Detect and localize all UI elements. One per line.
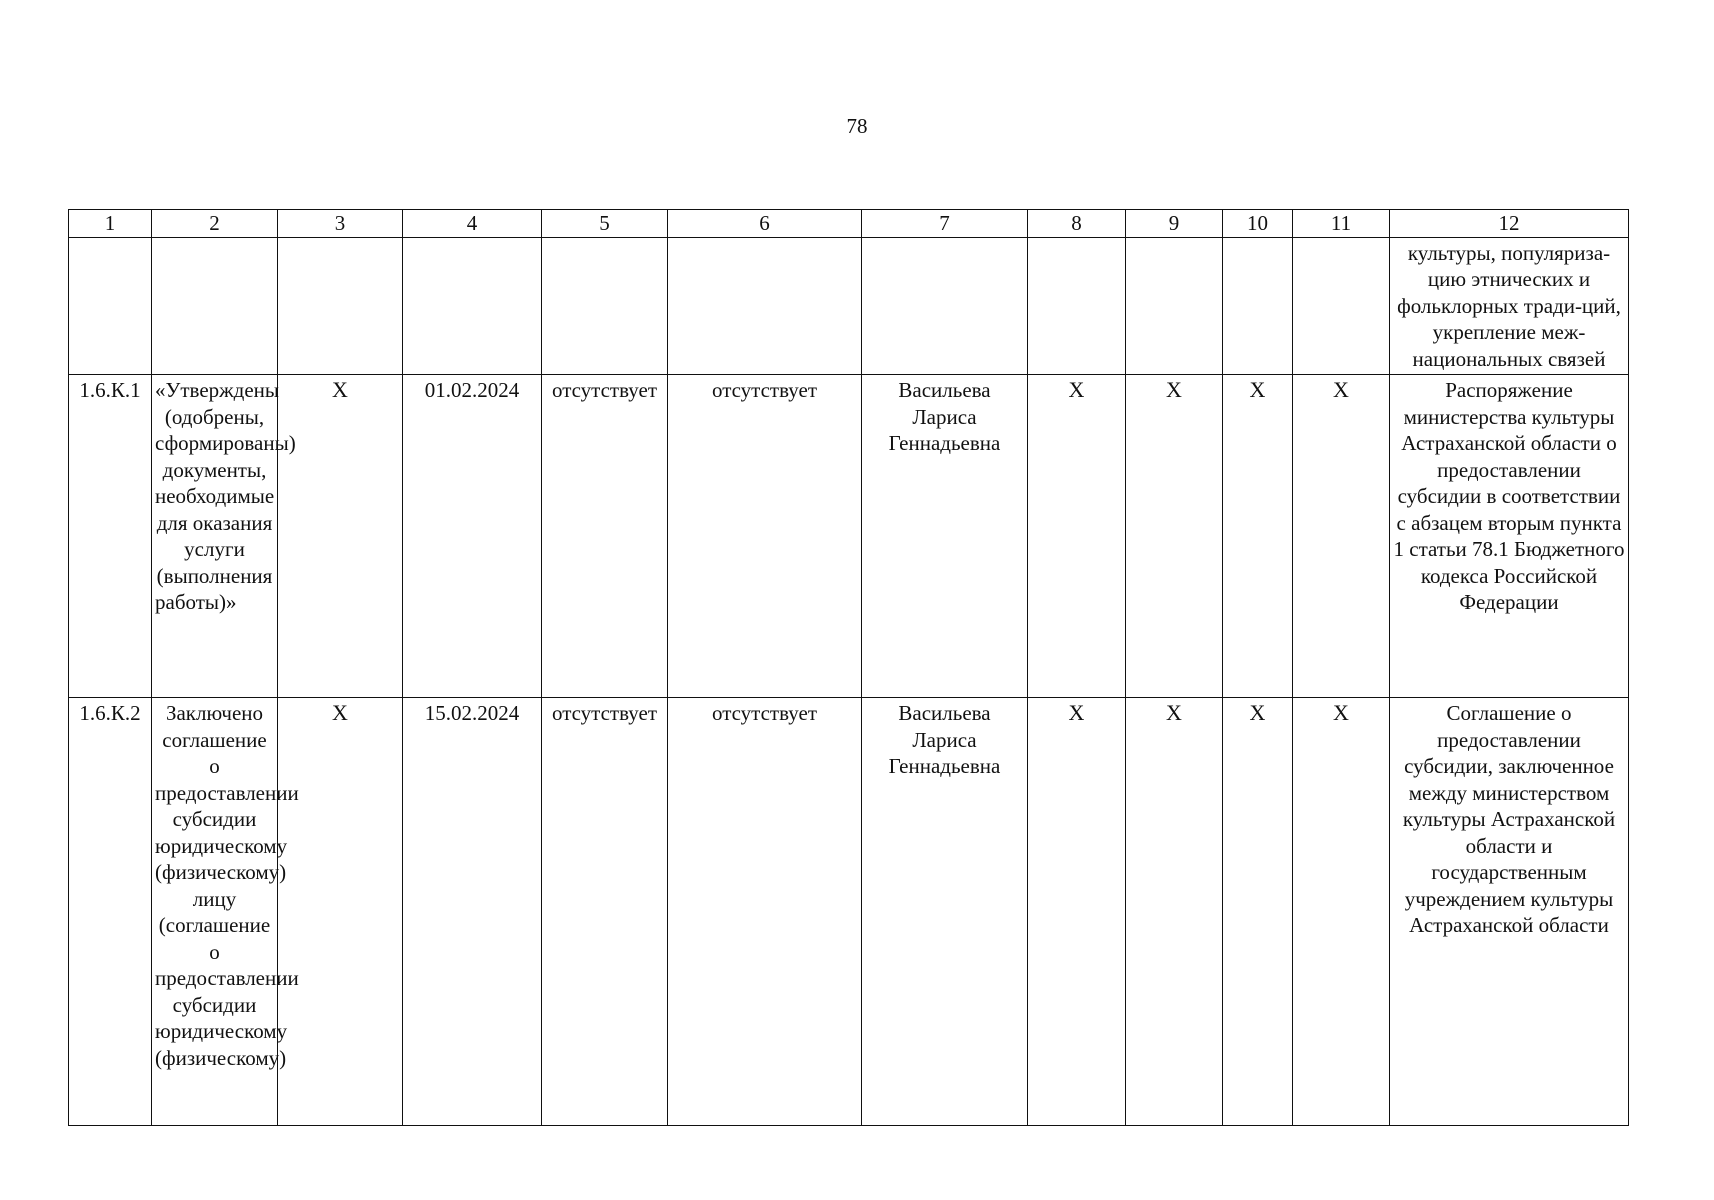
- header-cell-1: 1: [69, 210, 152, 238]
- header-cell-2: 2: [152, 210, 278, 238]
- header-cell-4: 4: [403, 210, 542, 238]
- cont-cell-7: [862, 237, 1028, 375]
- row-code: 1.6.К.1: [69, 375, 152, 698]
- header-cell-6: 6: [668, 210, 862, 238]
- table-header-row: [69, 210, 1629, 238]
- header-cell-8: 8: [1028, 210, 1126, 238]
- header-cell-9: 9: [1126, 210, 1223, 238]
- cont-cell-9: [1126, 237, 1223, 375]
- cont-cell-5: [542, 237, 668, 375]
- row-cell-5: отсутствует: [542, 375, 668, 698]
- table-row: [69, 375, 1629, 698]
- cont-cell-11: [1293, 237, 1390, 375]
- row-event-name: Заключено соглашение о предоставлении субсидии юридическому (физическому) лицу (соглашение о предоставлении субсидии юридическому (физическому): [152, 698, 278, 1126]
- row-responsible: Васильева Лариса Геннадьевна: [862, 698, 1028, 1126]
- row-cell-5: отсутствует: [542, 698, 668, 1126]
- row-cell-11: X: [1293, 698, 1390, 1126]
- row-cell-11: X: [1293, 375, 1390, 698]
- row-document: Распоряжение министерства культуры Астраханской области о предоставлении субсидии в соответствии с абзацем вторым пункта 1 статьи 78.1 Бюджетного кодекса Российской Федерации: [1390, 375, 1629, 698]
- row-cell-6: отсутствует: [668, 375, 862, 698]
- header-cell-3: 3: [278, 210, 403, 238]
- row-cell-8: X: [1028, 698, 1126, 1126]
- row-event-name: «Утверждены (одобрены, сформированы) документы, необходимые для оказания услуги (выполнения работы)»: [152, 375, 278, 698]
- page-number: 78: [846, 114, 868, 138]
- header-cell-10: 10: [1223, 210, 1293, 238]
- row-document: Соглашение о предоставлении субсидии, заключенное между министерством культуры Астраханской области и государственным учреждением культуры Астраханской области: [1390, 698, 1629, 1126]
- row-cell-10: X: [1223, 698, 1293, 1126]
- cont-cell-4: [403, 237, 542, 375]
- cont-cell-1: [69, 237, 152, 375]
- header-cell-11: 11: [1293, 210, 1390, 238]
- row-cell-10: X: [1223, 375, 1293, 698]
- row-cell-3: X: [278, 375, 403, 698]
- cont-cell-12: культуры, популяриза-цию этнических и фольклорных тради-ций, укрепление меж-национальных связей: [1390, 237, 1629, 375]
- cont-cell-10: [1223, 237, 1293, 375]
- table-row: [69, 698, 1629, 1126]
- row-cell-3: X: [278, 698, 403, 1126]
- cont-cell-8: [1028, 237, 1126, 375]
- header-cell-7: 7: [862, 210, 1028, 238]
- cont-cell-3: [278, 237, 403, 375]
- row-cell-6: отсутствует: [668, 698, 862, 1126]
- row-cell-9: X: [1126, 698, 1223, 1126]
- header-cell-5: 5: [542, 210, 668, 238]
- row-code: 1.6.К.2: [69, 698, 152, 1126]
- row-responsible: Васильева Лариса Геннадьевна: [862, 375, 1028, 698]
- plan-table: [68, 209, 1629, 1126]
- cont-cell-6: [668, 237, 862, 375]
- cont-cell-2: [152, 237, 278, 375]
- row-date: 15.02.2024: [403, 698, 542, 1126]
- continuation-row: [69, 237, 1629, 375]
- row-cell-9: X: [1126, 375, 1223, 698]
- row-cell-8: X: [1028, 375, 1126, 698]
- header-cell-12: 12: [1390, 210, 1629, 238]
- row-date: 01.02.2024: [403, 375, 542, 698]
